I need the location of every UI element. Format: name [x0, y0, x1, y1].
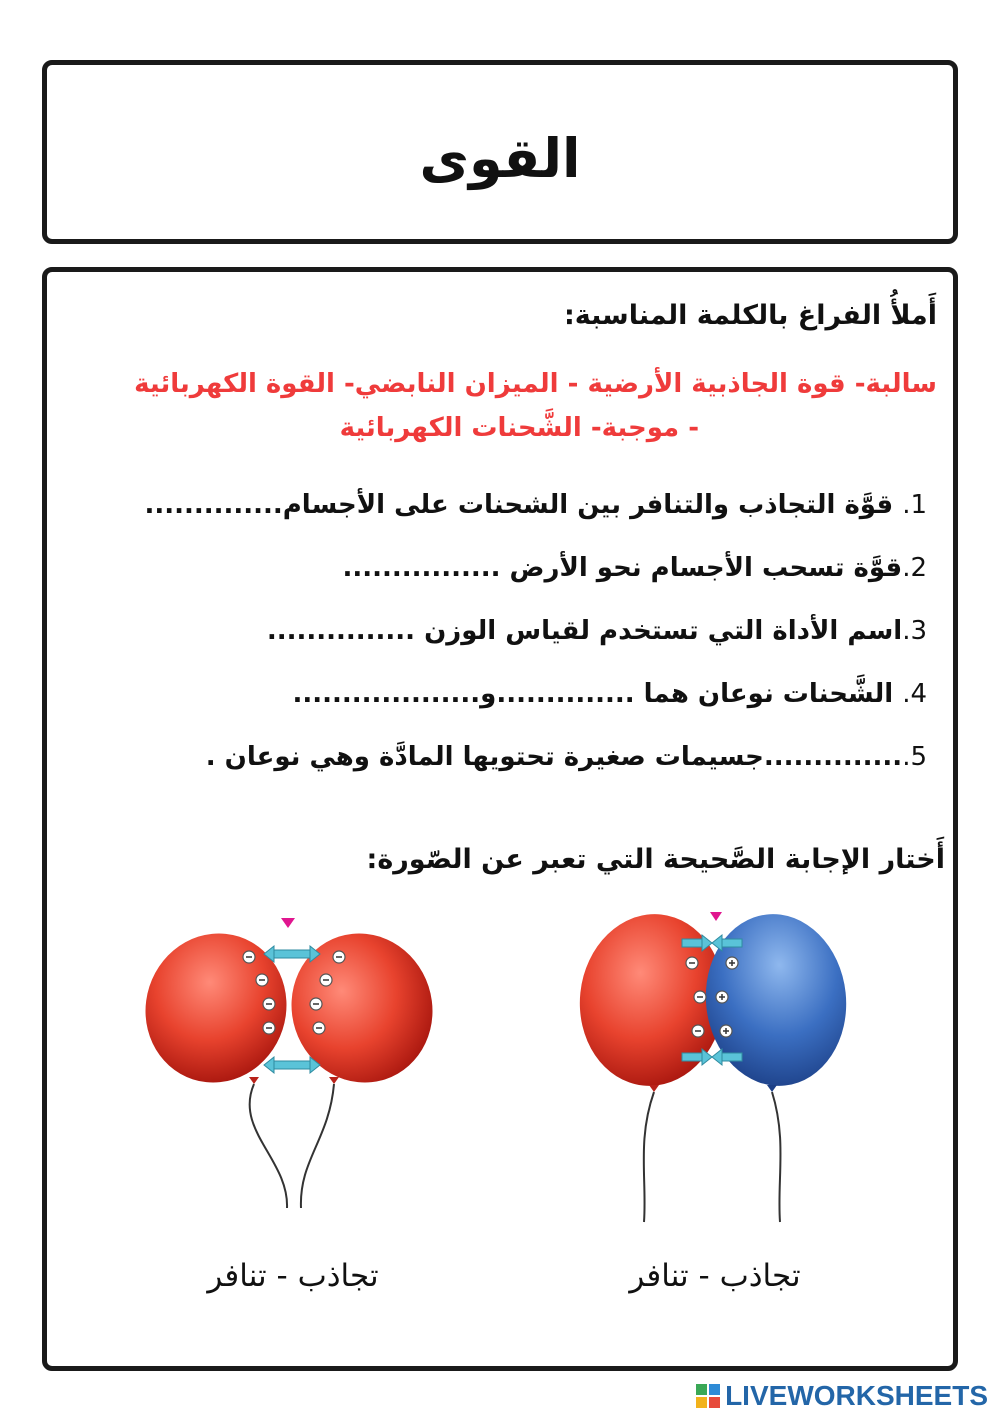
liveworksheets-logo: [695, 1380, 988, 1412]
choose-answer-instruction: أَختار الإجابة الصَّحيحة التي تعبر عن الصّورة:: [366, 844, 945, 875]
question-number: 5.: [902, 742, 927, 772]
question-3[interactable]: [267, 616, 927, 646]
fill-blank-instruction: أَملأُ الفراغ بالكلمة المناسبة:: [563, 300, 937, 331]
question-number: 2.: [902, 553, 927, 583]
question-text: الشَّحنات نوعان هما ..............و...................: [292, 679, 903, 709]
repelling-balloons-image: [129, 910, 449, 1220]
attracting-balloons-image: [552, 910, 877, 1226]
question-text: اسم الأداة التي تستخدم لقياس الوزن ...............: [266, 616, 903, 646]
question-5[interactable]: [206, 742, 927, 772]
word-bank: [47, 362, 937, 450]
question-text: ..............جسيمات صغيرة تحتويها المادَّة وهي نوعان .: [205, 742, 903, 772]
liveworksheets-logo-icon: [695, 1383, 721, 1409]
question-2[interactable]: [342, 553, 927, 583]
question-1[interactable]: [144, 490, 927, 520]
page-title: القوى: [419, 127, 581, 190]
question-text: قوَّة التجاذب والتنافر بين الشحنات على الأجسام..............: [144, 490, 903, 520]
word-bank-line-2: - موجبة- الشَّحنات الكهربائية: [339, 413, 699, 443]
question-number: 1.: [902, 490, 927, 520]
question-text: قوَّة تسحب الأجسام نحو الأرض ................: [342, 553, 903, 583]
question-number: 3.: [902, 616, 927, 646]
left-image-choice[interactable]: تجاذب - تنافر: [207, 1258, 379, 1294]
word-bank-line-1: سالبة- قوة الجاذبية الأرضية - الميزان النابضي- القوة الكهربائية: [134, 369, 937, 399]
brand-text: LIVEWORKSHEETS: [725, 1380, 988, 1411]
worksheet-box: [42, 267, 958, 1371]
question-number: 4.: [902, 679, 927, 709]
right-image-choice[interactable]: تجاذب - تنافر: [629, 1258, 801, 1294]
title-box: [42, 60, 958, 244]
question-4[interactable]: [293, 679, 928, 709]
